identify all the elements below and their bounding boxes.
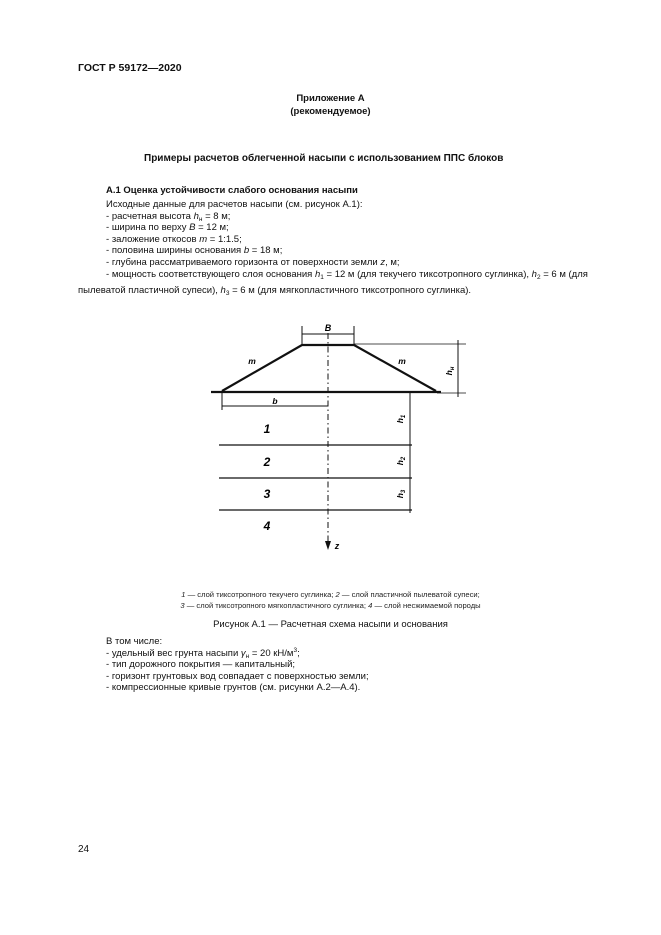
main-title: Примеры расчетов облегченной насыпи с использованием ППС блоков (144, 153, 504, 164)
label-top-width: B (324, 323, 332, 333)
label-h2: $h_2$ (395, 456, 407, 466)
appendix-subtitle: (рекомендуемое) (290, 106, 371, 117)
z-axis-arrow (325, 541, 331, 550)
document-standard-id: ГОСТ Р 59172—2020 (78, 62, 182, 74)
input-item-thickness-continued: пылеватой пластичной супеси), $h_3 = 6$ м (для мягкопластичного тиксотропного суглинка). (78, 285, 472, 297)
label-h3: $h_3$ (395, 489, 407, 499)
additional-data-list (106, 636, 626, 694)
label-slope-right: m (398, 356, 406, 366)
label-layer-3: 3 (263, 487, 271, 501)
input-item-height: - расчетная высота $h_н = 8$ м; (106, 210, 231, 223)
label-h1: $h_1$ (395, 414, 407, 424)
input-item-width: - ширина по верху B = 12 м; (106, 222, 229, 234)
label-height: $h_н$ (444, 366, 456, 376)
label-slope-left: m (248, 356, 256, 366)
input-item-half-width: - половина ширины основания b = 18 м; (106, 245, 283, 257)
additional-intro: В том числе: (106, 636, 163, 647)
figure-legend-line-2: 3 — слой тиксотропного мягкопластичного суглинка; 4 — слой несжимаемой породы (180, 601, 481, 610)
label-half-width: b (272, 396, 278, 406)
figure-legend-line-1: 1 — слой тиксотропного текучего суглинка; 2 — слой пластичной пылеватой супеси; (181, 590, 480, 599)
label-layer-2: 2 (263, 455, 271, 469)
label-z-axis: z (334, 541, 340, 551)
figure-caption: Рисунок А.1 — Расчетная схема насыпи и основания (213, 619, 448, 630)
additional-item-road: - тип дорожного покрытия — капитальный; (106, 659, 296, 671)
additional-item-unit-weight: - удельный вес грунта насыпи $\gamma_н = 20$ $кН/м^3$; (106, 646, 300, 660)
appendix-title: Приложение А (296, 93, 365, 104)
additional-item-curves: - компрессионные кривые грунтов (см. рисунки А.2—А.4). (106, 682, 361, 694)
embankment-outline (222, 345, 436, 391)
page-number: 24 (78, 844, 90, 855)
input-intro: Исходные данные для расчетов насыпи (см. рисунок А.1): (106, 199, 363, 210)
label-layer-4: 4 (263, 519, 271, 533)
input-item-slope: - заложение откосов m = 1:1.5; (106, 233, 242, 245)
additional-item-groundwater: - горизонт грунтовых вод совпадает с поверхностью земли; (106, 670, 369, 682)
section-heading: А.1 Оценка устойчивости слабого основания насыпи (106, 185, 358, 196)
input-item-depth: - глубина рассматриваемого горизонта от поверхности земли z, м; (106, 256, 400, 268)
input-item-thickness: - мощность соответствующего слоя основания $h_1 = 12$ м (для текучего тиксотропного суглинка), $h_2 = 6$ м (для (106, 268, 588, 281)
label-layer-1: 1 (263, 422, 271, 436)
